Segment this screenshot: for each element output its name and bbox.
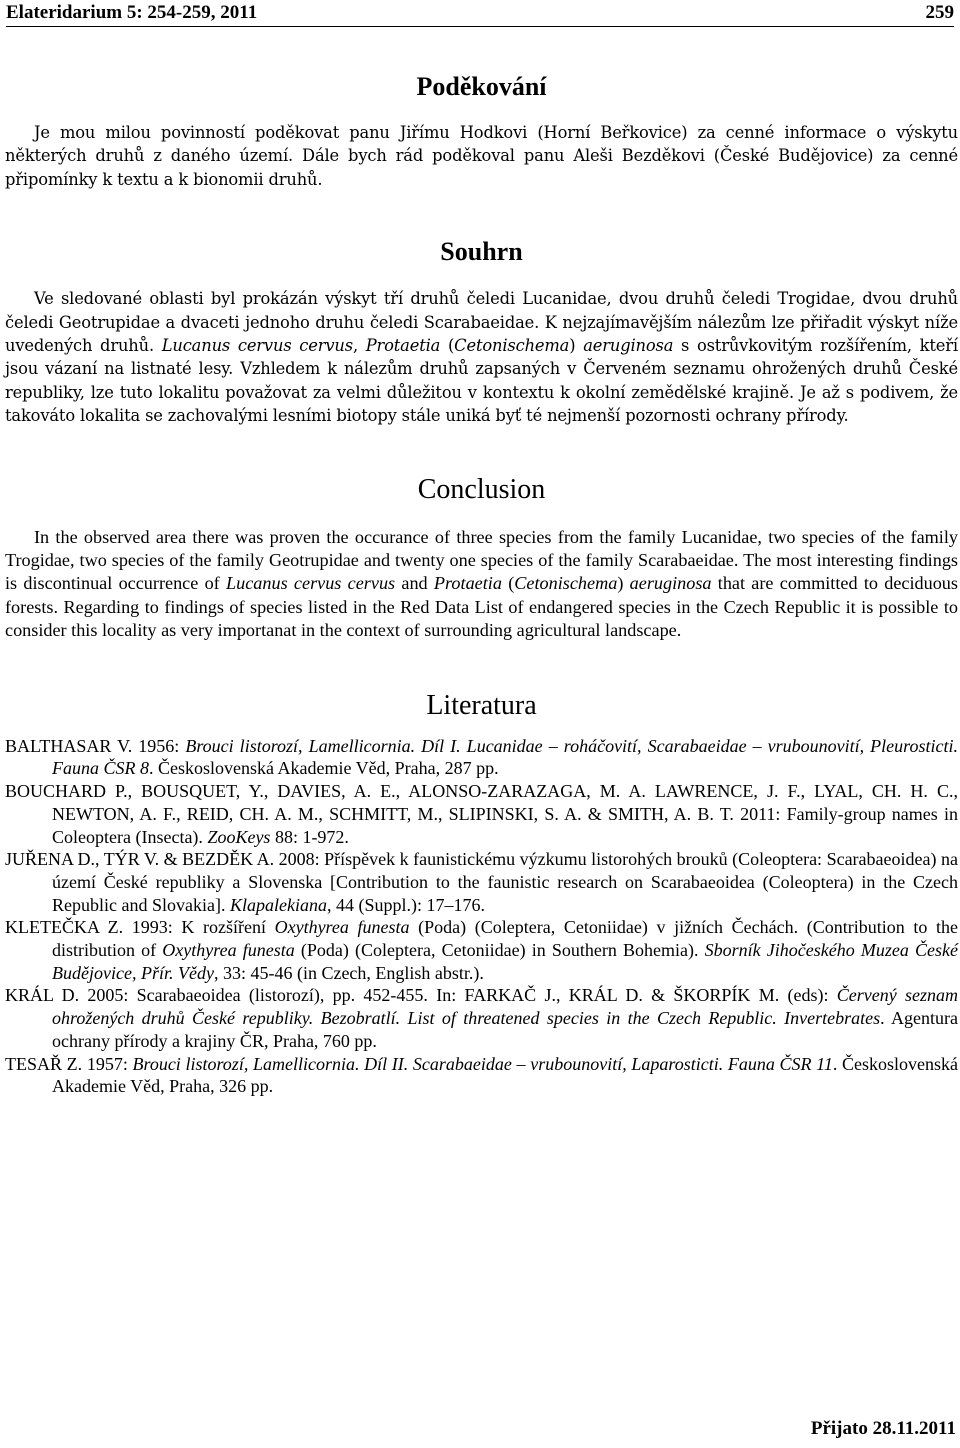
reference-item: BALTHASAR V. 1956: Brouci listorozí, Lamellicornia. Díl I. Lucanidae – roháčovití, Scarabaeidae – vrubounovití, Pleurosticti. Fauna ČSR 8. Československá Akademie Věd, Praha, 287 pp. xyxy=(5,735,958,779)
summary-paragraph: Ve sledované oblasti byl prokázán výskyt tří druhů čeledi Lucanidae, dvou druhů čeledi Trogidae, dvou druhů čeledi Geotrupidae a dvaceti jednoho druhu čeledi Scarabaeidae. K nejzajímavějším nálezům lze přiřadit výskyt níže uvedených druhů. Lucanus cervus cervus, Protaetia (Cetonischema) aeruginosa s ostrůvkovitým rozšířením, kteří jsou vázaní na listnaté lesy. Vzhledem k nálezům druhů zapsaných v Červeném seznamu ohrožených druhů České republiky, lze tuto lokalitu považovat za velmi důležitou v kontextu k okolní zemědělské krajině. Je až s podivem, že takováto lokalita se zachovalými lesními biotopy stále uniká byť té nejmenší pozornosti ochrany přírody. xyxy=(5,289,958,426)
accepted-date: Přijato 28.11.2011 xyxy=(810,1418,956,1439)
journal-citation: Elateridarium 5: 254-259, 2011 xyxy=(6,2,258,23)
acknowledgements-paragraph: Je mou milou povinností poděkovat panu Jiřímu Hodkovi (Horní Beřkovice) za cenné informace o výskytu některých druhů z daného území. Dále bych rád poděkoval panu Aleši Bezděkovi (České Budějovice) za cenné připomínky k textu a k bionomii druhů. xyxy=(5,123,958,189)
conclusion-heading: Conclusion xyxy=(417,473,546,505)
reference-item: KLETEČKA Z. 1993: K rozšíření Oxythyrea funesta (Poda) (Coleptera, Cetoniidae) v jižních Čechách. (Contribution to the distribution of Oxythyrea funesta (Poda) (Coleptera, Cetoniidae) in Southern Bohemia). Sborník Jihočeského Muzea České Budějovice, Přír. Vědy, 33: 45-46 (in Czech, English abstr.). xyxy=(5,917,959,983)
literature-heading: Literatura xyxy=(426,689,537,721)
page-content xyxy=(5,26,958,1098)
reference-item: BOUCHARD P., BOUSQUET, Y., DAVIES, A. E., ALONSO-ZARAZAGA, M. A. LAWRENCE, J. F., LYAL, CH. H. C., NEWTON, A. F., REID, CH. A. M., SCHMITT, M., SLIPINSKI, S. A. & SMITH, A. B. T. 2011: Family-group names in Coleoptera (Insecta). ZooKeys 88: 1-972. xyxy=(5,781,958,847)
summary-heading: Souhrn xyxy=(440,237,523,267)
page-number: 259 xyxy=(925,2,954,23)
reference-item: KRÁL D. 2005: Scarabaeoidea (listorozí), pp. 452-455. In: FARKAČ J., KRÁL D. & ŠKORPÍK M. (eds): Červený seznam ohrožených druhů České republiky. Bezobratlí. List of threatened species in the Czech Republic. Invertebrates. Agentura ochrany přírody a krajiny ČR, Praha, 760 pp. xyxy=(5,985,958,1051)
running-header xyxy=(6,0,954,27)
reference-list xyxy=(5,735,958,1098)
acknowledgements-heading: Poděkování xyxy=(416,72,547,101)
reference-item: TESAŘ Z. 1957: Brouci listorozí, Lamellicornia. Díl II. Scarabaeidae – vrubounovití, Laparosticti. Fauna ČSR 11. Československá Akademie Věd, Praha, 326 pp. xyxy=(5,1053,958,1097)
conclusion-paragraph: In the observed area there was proven the occurance of three species from the family Lucanidae, two species of the family Trogidae, two species of the family Geotrupidae and twenty one species of the family Scarabaeidae. The most interesting findings is discontinual occurrence of Lucanus cervus cervus and Protaetia (Cetonischema) aeruginosa that are committed to deciduous forests. Regarding to findings of species listed in the Red Data List of endangered species in the Czech Republic it is possible to consider this locality as very importanat in the context of surrounding agricultural landscape. xyxy=(5,526,958,641)
reference-item: JUŘENA D., TÝR V. & BEZDĚK A. 2008: Příspěvek k faunistickému výzkumu listorohých brouků (Coleoptera: Scarabaeoidea) na území České republiky a Slovenska [Contribution to the faunistic research on Scarabaeoidea (Coleoptera) in the Czech Republic and Slovakia]. Klapalekiana, 44 (Suppl.): 17–176. xyxy=(5,849,958,915)
